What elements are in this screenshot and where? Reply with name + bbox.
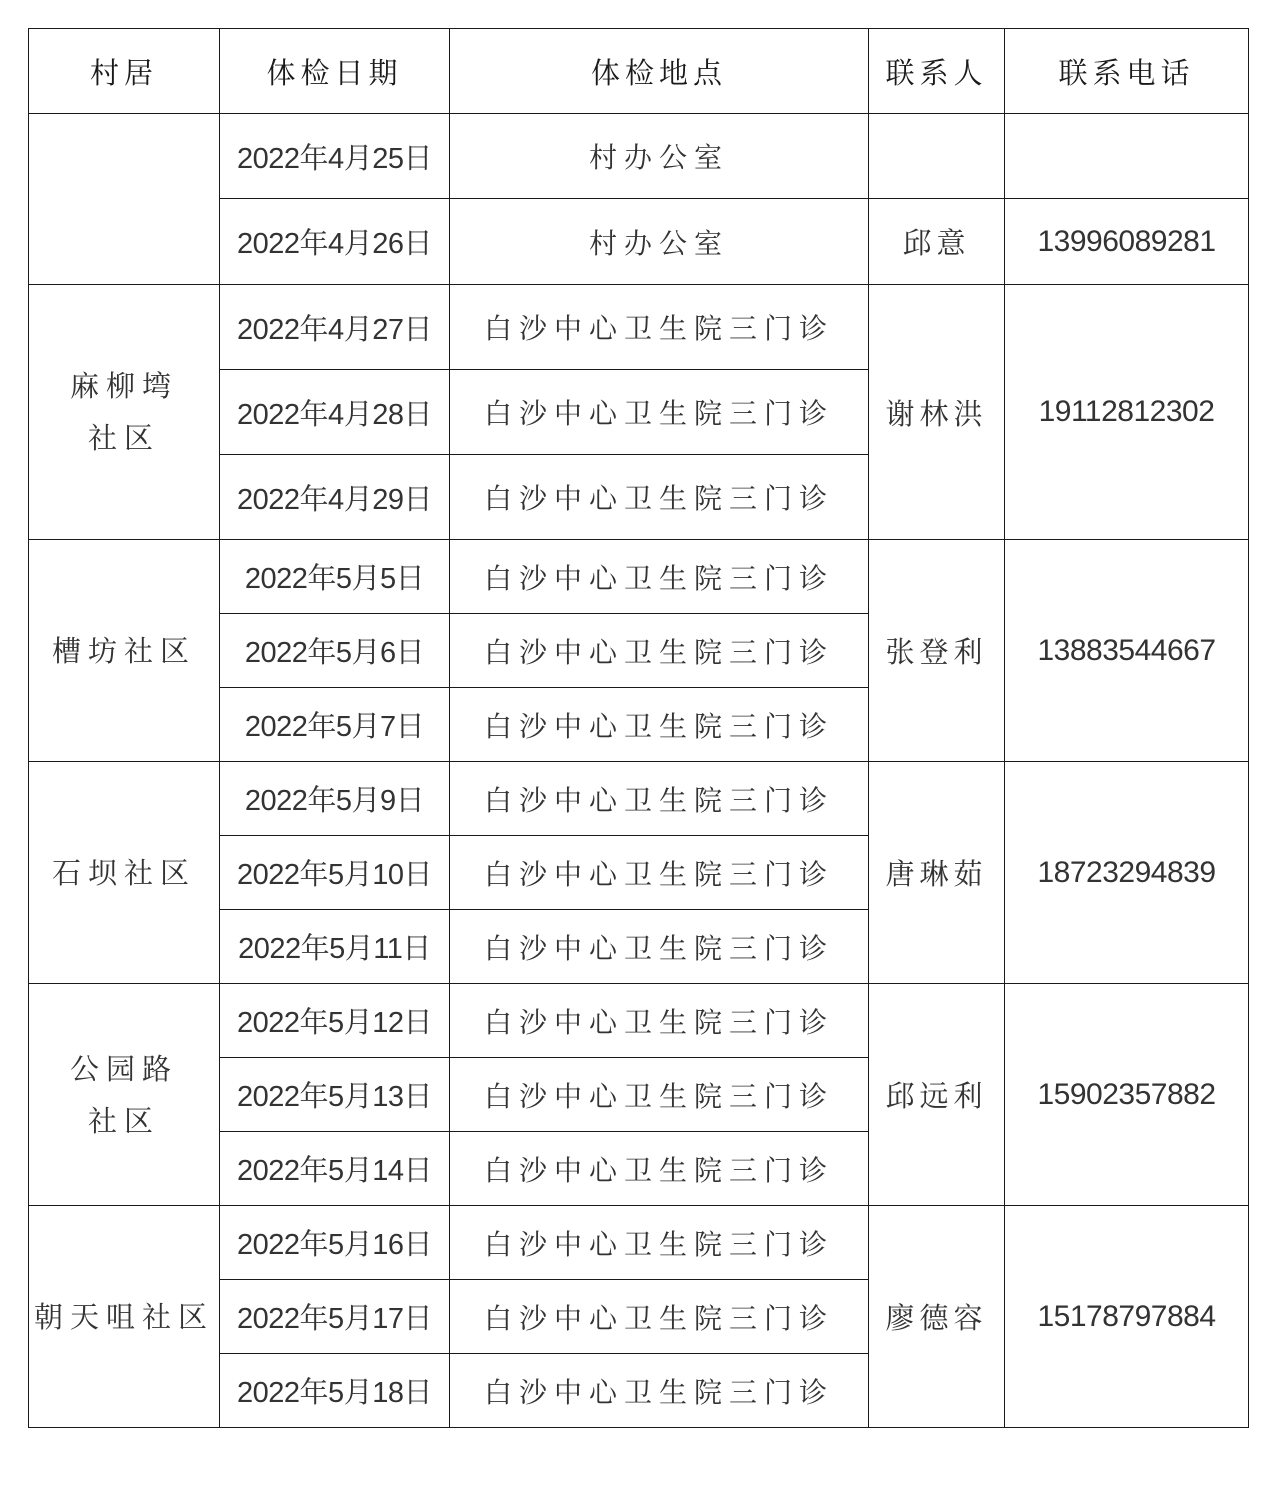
village-label: 公园路 社区 (69, 1051, 178, 1138)
exam-date-cell: 2022年4月29日 (220, 455, 450, 540)
contact-person-cell: 张登利 (869, 540, 1005, 762)
exam-place-cell: 白沙中心卫生院三门诊 (450, 614, 869, 688)
exam-date-cell: 2022年5月9日 (220, 762, 450, 836)
village-cell (29, 1206, 220, 1428)
exam-schedule-table (28, 28, 1249, 1428)
exam-place-cell: 白沙中心卫生院三门诊 (450, 540, 869, 614)
village-cell (29, 984, 220, 1206)
contact-person-cell: 邱远利 (869, 984, 1005, 1206)
exam-date-cell: 2022年4月28日 (220, 370, 450, 455)
table-row (29, 984, 1249, 1058)
header-phone: 联系电话 (1005, 29, 1249, 114)
contact-phone-cell (1005, 114, 1249, 199)
contact-phone-cell: 13883544667 (1005, 540, 1249, 762)
exam-date-cell: 2022年4月25日 (220, 114, 450, 199)
contact-phone-cell: 18723294839 (1005, 762, 1249, 984)
exam-date-cell: 2022年5月7日 (220, 688, 450, 762)
exam-date-cell: 2022年5月13日 (220, 1058, 450, 1132)
exam-date-cell: 2022年5月14日 (220, 1132, 450, 1206)
exam-date-cell: 2022年5月10日 (220, 836, 450, 910)
contact-phone-cell: 15178797884 (1005, 1206, 1249, 1428)
village-label: 石坝社区 (51, 855, 196, 890)
table-row (29, 762, 1249, 836)
exam-place-cell: 白沙中心卫生院三门诊 (450, 688, 869, 762)
exam-place-cell: 村办公室 (450, 199, 869, 285)
village-label: 麻柳塆 社区 (69, 369, 178, 455)
exam-date-cell: 2022年4月26日 (220, 199, 450, 285)
header-date: 体检日期 (220, 29, 450, 114)
table-header (29, 29, 1249, 114)
contact-phone-cell: 15902357882 (1005, 984, 1249, 1206)
village-cell (29, 540, 220, 762)
exam-place-cell: 白沙中心卫生院三门诊 (450, 1058, 869, 1132)
header-village: 村居 (29, 29, 220, 114)
village-label: 槽坊社区 (51, 633, 196, 668)
village-cell (29, 762, 220, 984)
exam-date-cell: 2022年4月27日 (220, 285, 450, 370)
exam-place-cell: 白沙中心卫生院三门诊 (450, 762, 869, 836)
header-contact: 联系人 (869, 29, 1005, 114)
contact-person-cell: 廖德容 (869, 1206, 1005, 1428)
table-row (29, 114, 1249, 199)
village-cell (29, 114, 220, 285)
exam-place-cell: 白沙中心卫生院三门诊 (450, 1132, 869, 1206)
table-row (29, 540, 1249, 614)
exam-date-cell: 2022年5月18日 (220, 1354, 450, 1428)
exam-place-cell: 白沙中心卫生院三门诊 (450, 455, 869, 540)
exam-date-cell: 2022年5月5日 (220, 540, 450, 614)
exam-date-cell: 2022年5月6日 (220, 614, 450, 688)
header-row (29, 29, 1249, 114)
table-row (29, 285, 1249, 370)
exam-place-cell: 白沙中心卫生院三门诊 (450, 1354, 869, 1428)
exam-place-cell: 白沙中心卫生院三门诊 (450, 370, 869, 455)
contact-person-cell: 唐琳茹 (869, 762, 1005, 984)
contact-phone-cell: 19112812302 (1005, 285, 1249, 540)
exam-date-cell: 2022年5月11日 (220, 910, 450, 984)
exam-place-cell: 白沙中心卫生院三门诊 (450, 285, 869, 370)
exam-place-cell: 白沙中心卫生院三门诊 (450, 910, 869, 984)
table-row (29, 1206, 1249, 1280)
exam-place-cell: 白沙中心卫生院三门诊 (450, 1206, 869, 1280)
village-cell (29, 285, 220, 540)
header-place: 体检地点 (450, 29, 869, 114)
contact-person-cell: 邱意 (869, 199, 1005, 285)
contact-person-cell: 谢林洪 (869, 285, 1005, 540)
exam-place-cell: 白沙中心卫生院三门诊 (450, 1280, 869, 1354)
exam-date-cell: 2022年5月16日 (220, 1206, 450, 1280)
contact-person-cell (869, 114, 1005, 199)
exam-place-cell: 白沙中心卫生院三门诊 (450, 836, 869, 910)
table-body (29, 114, 1249, 1428)
contact-phone-cell: 13996089281 (1005, 199, 1249, 285)
exam-place-cell: 村办公室 (450, 114, 869, 199)
exam-date-cell: 2022年5月17日 (220, 1280, 450, 1354)
village-label: 朝天咀社区 (33, 1299, 214, 1334)
exam-date-cell: 2022年5月12日 (220, 984, 450, 1058)
exam-place-cell: 白沙中心卫生院三门诊 (450, 984, 869, 1058)
